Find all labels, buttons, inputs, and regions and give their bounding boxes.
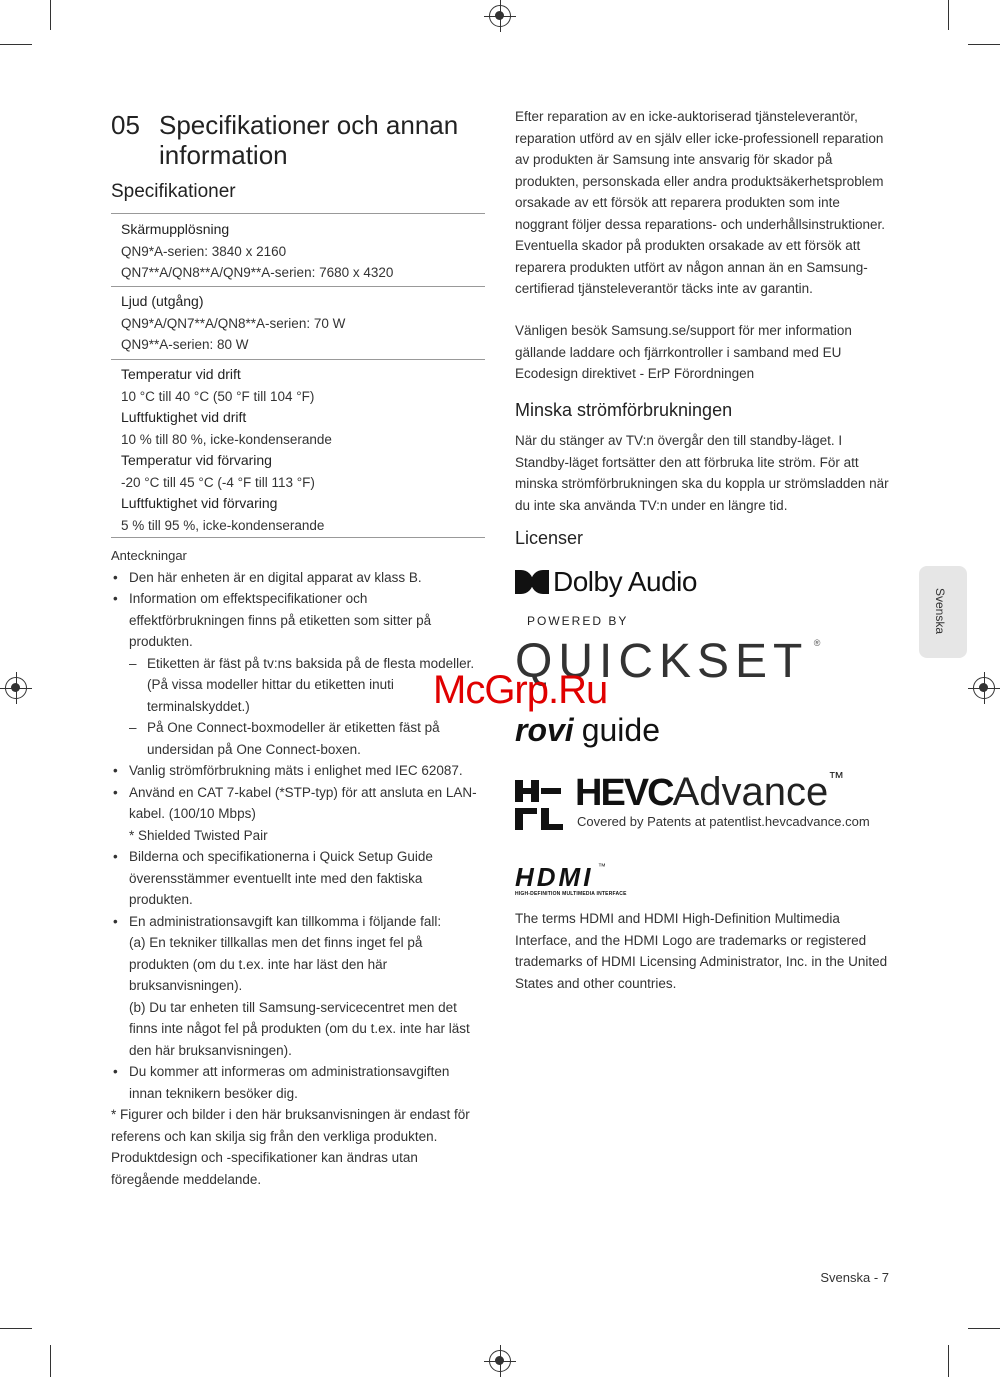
hdmi-subtext: HIGH-DEFINITION MULTIMEDIA INTERFACE [515,891,627,897]
repair-paragraph: Efter reparation av en icke-auktoriserad tjänsteleverantör, reparation utförd av en själv eller icke-professionell reparation av produkten är Samsung inte ansvarig för skador på produkten, personskada eller andra produktsäkerhetsproblem orsakade av ett försök att reparera produkten som inte noggrant följer dessa reparations- och underhållsinstruktioner. Eventuella skador på produkten orsakade av ett försök att reparera produkten utfört av någon annan än en Samsung-certifierad tjänsteleverantör täcks inte av garantin. [515,109,885,296]
visit-paragraph: Vänligen besök Samsung.se/support för mer information gällande laddare och fjärrkontroller i samband med EU Ecodesign direktivet - ErP Förordningen [515,323,852,381]
hevc-mark-icon [515,780,563,830]
spec-label: Ljud (utgång) [121,293,204,309]
spec-value: 10 °C till 40 °C (50 °F till 104 °F) [121,388,315,404]
quickset-text: QUICKSET [515,635,809,688]
spec-resolution [121,219,481,284]
chapter-number: 05 [111,110,140,140]
power-paragraph: När du stänger av TV:n övergår den till standby-läget. I Standby-läget fortsätter den att förbruka lite ström. För att minska strömförbrukningen ska du koppla ur strömsladden när du inte ska använda TV:n under en längre tid. [515,433,889,513]
spec-value: QN9**A-serien: 80 W [121,337,249,352]
crop-mark [50,0,51,30]
specs-heading: Specifikationer [111,181,236,202]
notes-heading: Anteckningar [111,548,187,563]
spec-audio [121,291,481,356]
list-item: – Etiketten är fäst på tv:ns baksida på de flesta modeller. (På vissa modeller hittar du etiketten inuti terminalskyddet.) [111,653,486,718]
list-item: * Shielded Twisted Pair [129,827,268,843]
crop-mark [50,1345,51,1377]
list-item: • Den här enheten är en digital apparat av klass B. [111,567,486,589]
registration-mark-icon [973,677,995,699]
trademark-icon: ™ [597,862,606,871]
spec-value: -20 °C till 45 °C (-4 °F till 113 °F) [121,474,315,490]
spec-value: QN9*A/QN7**A/QN8**A-serien: 70 W [121,315,346,331]
trademark-icon: ™ [828,770,845,787]
list-item: • Vanlig strömförbrukning mäts i enlighet med IEC 62087. [111,760,486,782]
language-tab-label: Svenska [933,588,947,635]
spec-label: Temperatur vid drift [121,366,241,382]
page-footer: Svenska - 7 [820,1270,889,1285]
list-item: – På One Connect-boxmodeller är etiketten fäst på undersidan på One Connect-boxen. [111,717,486,760]
dolby-logo [515,565,697,599]
rovi-guide-logo [515,712,660,749]
list-item: (a) En tekniker tillkallas men det finns inget fel på produkten (om du t.ex. inte har läst den här bruksanvisningen). [129,935,423,993]
divider [111,537,485,538]
footnote: * Figurer och bilder i den här bruksanvisningen är endast för referens och kan skilja sig från den verkliga produkten. Produktdesign och -specifikationer kan ändras utan föregående meddelande. [111,1107,470,1187]
chapter-title [111,110,458,170]
notes [111,545,486,1190]
chapter-title-line2: information [159,140,288,170]
powered-by: POWERED BY [527,614,629,628]
crop-mark [948,1345,949,1377]
hevc-bold-text: HEVC [575,772,673,814]
list-item: • En administrationsavgift kan tillkomma i följande fall: [111,911,486,933]
hdmi-paragraph: The terms HDMI and HDMI High-Definition Multimedia Interface, and the HDMI Logo are trademarks or registered trademarks of HDMI Licensing Administrator, Inc. in the United States and other countries. [515,911,888,991]
crop-mark [968,44,1000,45]
dolby-double-d-icon [515,570,549,594]
registered-icon: ® [813,638,821,648]
spec-value: 5 % till 95 %, icke-kondenserande [121,517,325,533]
crop-mark [0,44,32,45]
spec-environment [121,364,481,536]
spec-label: Temperatur vid förvaring [121,452,272,468]
hdmi-logo [515,862,627,897]
spec-value: QN7**A/QN8**A/QN9**A-serien: 7680 x 4320 [121,265,394,280]
list-item: (b) Du tar enheten till Samsung-servicecentret men det finns inte något fel på produkten (om du t.ex. inte har läst den här bruksanvisningen). [129,999,470,1058]
guide-text: guide [581,712,660,748]
dolby-text: Dolby Audio [553,566,697,597]
crop-mark [0,1328,32,1329]
hdmi-text: HDMI [515,862,594,892]
registration-mark-icon [489,1350,511,1372]
registration-mark-icon [489,5,511,27]
registration-mark-icon [5,677,27,699]
spec-value: QN9*A-serien: 3840 x 2160 [121,243,287,259]
crop-mark [968,1328,1000,1329]
divider [111,286,485,287]
list-item: • Bilderna och specifikationerna i Quick Setup Guide överensstämmer eventuellt inte med den faktiska produkten. [111,846,486,911]
hevc-advance-text: Advance [672,770,829,814]
divider [111,213,485,214]
spec-label: Luftfuktighet vid förvaring [121,495,278,511]
hevc-subtext: Covered by Patents at patentlist.hevcadvance.com [577,814,870,829]
crop-mark [948,0,949,30]
rovi-text: rovi [515,712,574,748]
chapter-title-line1: Specifikationer och annan [159,110,459,140]
divider [111,359,485,360]
list-item: • Information om effektspecifikationer och effektförbrukningen finns på etiketten som sitter på produkten. [111,588,486,653]
spec-value: 10 % till 80 %, icke-kondenserande [121,431,332,447]
spec-label: Skärmupplösning [121,221,230,237]
licenses-heading: Licenser [515,528,584,548]
watermark: McGrp.Ru [433,668,608,712]
list-item: • Använd en CAT 7-kabel (*STP-typ) för att ansluta en LAN-kabel. (100/10 Mbps) [111,782,486,825]
list-item: • Du kommer att informeras om administrationsavgiften innan teknikern besöker dig. [111,1061,486,1104]
spec-label: Luftfuktighet vid drift [121,409,247,425]
language-tab [919,566,967,658]
power-heading: Minska strömförbrukningen [515,400,733,420]
